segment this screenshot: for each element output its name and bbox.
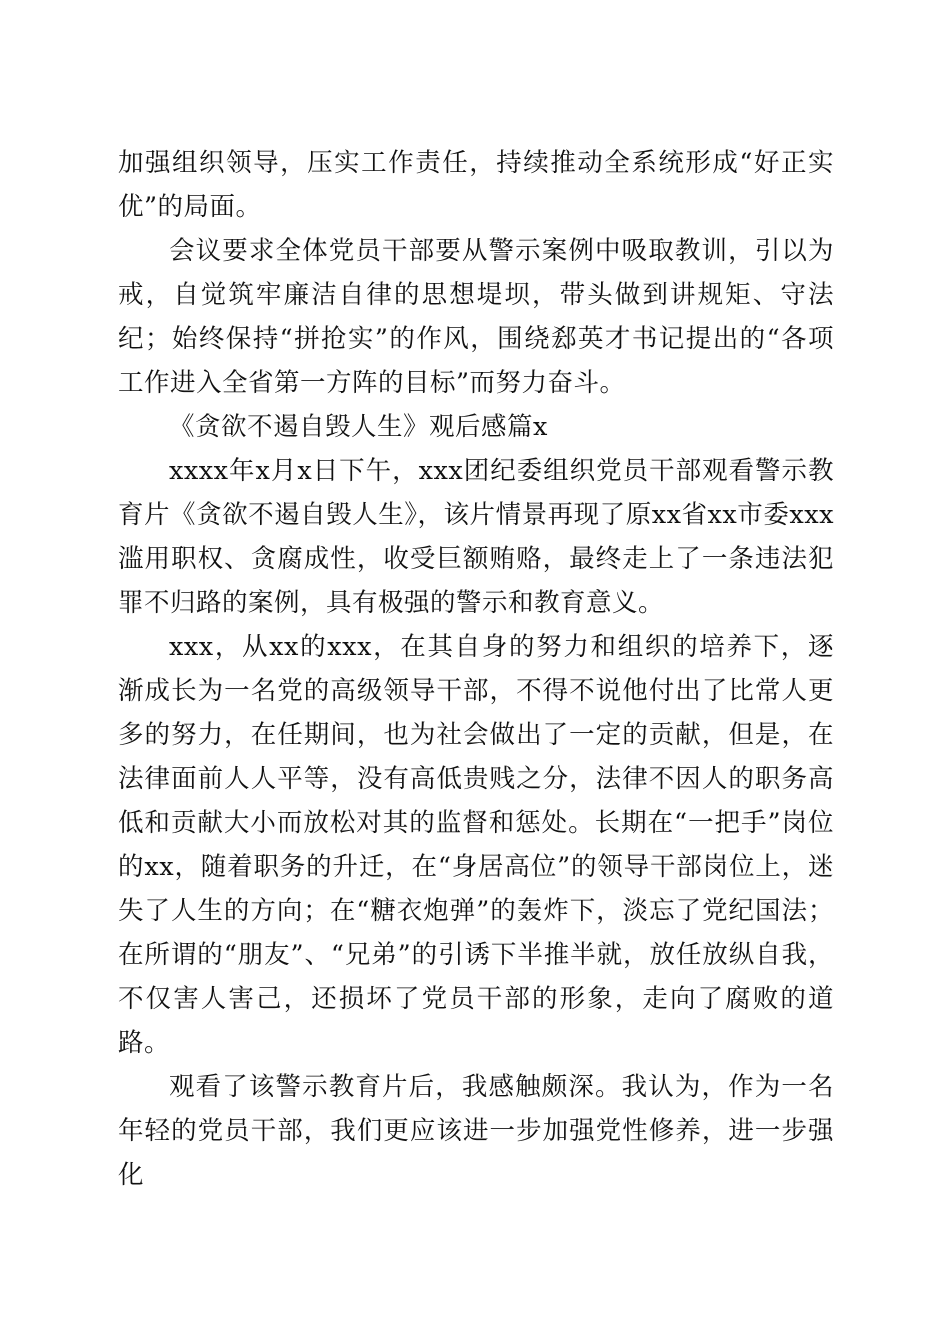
document-body [118, 141, 834, 1197]
paragraph-meeting-requirements: 会议要求全体党员干部要从警示案例中吸取教训，引以为戒，自觉筑牢廉洁自律的思想堤坝，带头做到讲规矩、守法纪；始终保持“拼抢实”的作风，围绕郄英才书记提出的“各项工作进入全省第一方阵的目标”而努力奋斗。 [118, 236, 834, 398]
paragraph-continuation: 加强组织领导，压实工作责任，持续推动全系统形成“好正实优”的局面。 [118, 148, 834, 222]
section-heading: 《贪欲不遏自毁人生》观后感篇x [169, 412, 548, 442]
paragraph-film-viewing: xxxx年x月x日下午，xxx团纪委组织党员干部观看警示教育片《贪欲不遏自毁人生》，该片情景再现了原xx省xx市委xxx滥用职权、贪腐成性，收受巨额贿赂，最终走上了一条违法犯罪不归路的案例，具有极强的警示和教育意义。 [118, 456, 834, 618]
paragraph-case-analysis: xxx，从xx的xxx，在其自身的努力和组织的培养下，逐渐成长为一名党的高级领导干部，不得不说他付出了比常人更多的努力，在任期间，也为社会做出了一定的贡献，但是，在法律面前人人平等，没有高低贵贱之分，法律不因人的职务高低和贡献大小而放松对其的监督和惩处。长期在“一把手”岗位的xx，随着职务的升迁，在“身居高位”的领导干部岗位上，迷失了人生的方向；在“糖衣炮弹”的轰炸下，淡忘了党纪国法；在所谓的“朋友”、“兄弟”的引诱下半推半就，放任放纵自我，不仅害人害己，还损坏了党员干部的形象，走向了腐败的道路。 [118, 632, 834, 1058]
paragraph-reflection: 观看了该警示教育片后，我感触颇深。我认为，作为一名年轻的党员干部，我们更应该进一步加强党性修养，进一步强化 [118, 1072, 834, 1190]
